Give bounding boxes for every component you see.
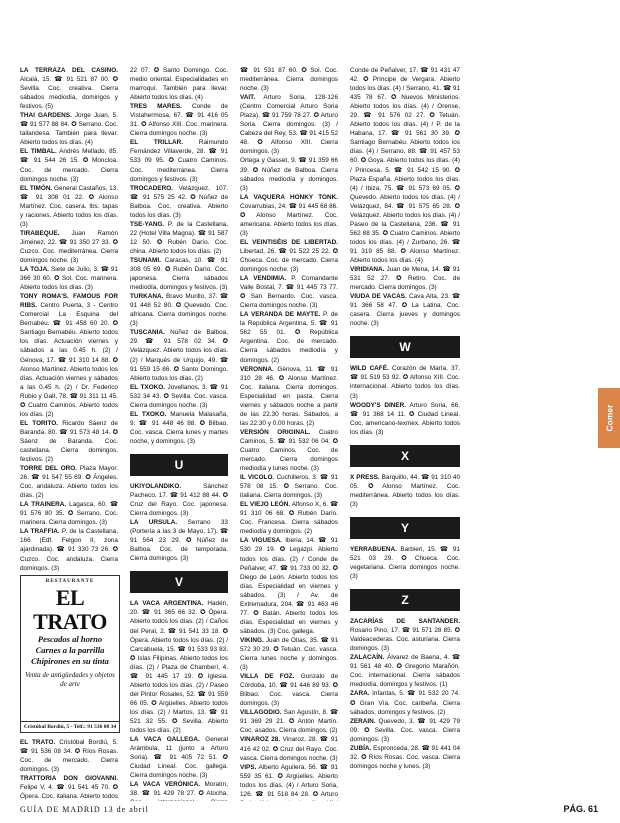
restaurant-entry xyxy=(130,328,228,382)
restaurant-entry xyxy=(240,66,338,93)
restaurant-name: TSUNAMI. xyxy=(130,256,161,264)
restaurant-details: ☎ 91 531 87 60. ✪ Sol. Coc. mediterránea. Cierra domingos noche. (3) xyxy=(240,67,338,93)
restaurant-entry xyxy=(350,744,460,771)
restaurant-name: TSE-YANG. xyxy=(130,220,165,228)
restaurant-entry xyxy=(20,147,118,183)
restaurant-name: LA VERANDA DE MAYTE. xyxy=(240,311,321,319)
restaurant-details: Barquillo, 44. ☎ 91 310 40 05. ✪ Alonso Martínez. Coc. mediterránea. Abierto todos los días. (3) xyxy=(350,473,460,508)
restaurant-entry xyxy=(130,518,228,563)
ad-line-4: Venta de antigüedades y objetos de arte xyxy=(25,671,115,688)
restaurant-advertisement xyxy=(20,575,120,733)
restaurant-details: Manuela Malasaña, 9. ☎ 91 448 46 88. ✪ Bilbao. Coc. vasca. Cierra lunes y martes noche, y domingos. (3) xyxy=(130,410,228,445)
restaurant-name: VERSIÓN ORIGINAL. xyxy=(240,428,311,436)
restaurant-details: Velázquez, 107. ☎ 91 575 25 42. ✪ Núñez de Balboa. Coc. creativa. Abierto todos los días. (3) xyxy=(130,184,228,219)
column-2-entries-v xyxy=(130,599,228,801)
restaurant-entry xyxy=(350,545,460,581)
ad-address: Cristóbal Bordiú, 5 - Telf.: 91 536 08 34 xyxy=(21,721,119,732)
restaurant-name: TIRABEQUE. xyxy=(20,229,60,237)
restaurant-entry xyxy=(240,500,338,536)
restaurant-entry xyxy=(350,364,460,400)
restaurant-name: TRATTORIA DON GIOVANNI. xyxy=(20,775,118,783)
footer-publication: GUÍA DE MADRID 13 de abril xyxy=(20,805,149,814)
restaurant-name: VILLAGODIO. xyxy=(240,709,282,717)
restaurant-name: LA VACA GALLEGA. xyxy=(130,736,200,744)
restaurant-entry xyxy=(20,265,118,292)
restaurant-name: VIKING. xyxy=(240,636,264,644)
restaurant-details: Núñez de Balboa, 29. ☎ 91 578 02 34. ✪ Velázquez. Abierto todos los días. (2) / Marqués de Urquijo, 49. ☎ 91 559 15 86. ✪ Santo Domingo. Abierto todos los días. (2) xyxy=(130,329,228,382)
side-tab-label: Comer xyxy=(604,404,614,432)
ad-line-3: Chipirones en su tinta xyxy=(31,656,109,666)
restaurant-details: General Arámbula, 11 (junto a Arturo Soria). ☎ 91 405 72 51. ✪ Ciudad Lineal. Coc. gallega. Cierra domingos noche. (3) xyxy=(130,736,228,780)
restaurant-name: TUSCANIA. xyxy=(130,329,165,337)
restaurant-entry xyxy=(350,473,460,509)
restaurant-details: Cuchilleros, 3. ☎ 91 578 08 15. ✪ Serrano. Coc. italiana. Cierra domingos. (3) xyxy=(240,474,338,500)
restaurant-entry xyxy=(20,292,118,419)
restaurant-entry xyxy=(130,599,228,735)
column-2 xyxy=(130,66,228,801)
restaurant-details: Infantas, 5. ☎ 91 532 20 74. ✪ Gran Vía. Coc. caribeña. Cierra sábados, domingos y festivos. (2) xyxy=(350,690,460,716)
restaurant-entry xyxy=(240,93,338,156)
column-2-entries-u xyxy=(130,482,228,563)
restaurant-entry xyxy=(240,274,338,310)
restaurant-name: EL VIEJO LEÓN. xyxy=(240,501,291,509)
restaurant-entry xyxy=(20,774,118,800)
restaurant-entry xyxy=(130,292,228,328)
restaurant-details: Juan de Olías, 35. ☎ 91 572 30 29. ✪ Tetuán. Coc. vasca. Cierra lunes noche y domingos. (3) xyxy=(240,636,338,672)
restaurant-name: THAI GARDENS. xyxy=(20,112,72,120)
ad-line-2: Carnes a la parrilla xyxy=(35,645,105,655)
restaurant-name: EL TRATO. xyxy=(20,739,56,746)
restaurant-entry xyxy=(240,636,338,672)
column-4-entries-z xyxy=(350,617,460,771)
restaurant-name: VERONNA. xyxy=(240,365,274,373)
section-header-y: Y xyxy=(350,517,460,539)
restaurant-name: EL TIMÓN. xyxy=(20,184,53,192)
restaurant-details: Juan Ramón Jiménez, 22. ☎ 91 350 27 33. ✪ Cuzco. Coc. mediterránea. Cierra domingos noche. (3) xyxy=(20,229,118,264)
restaurant-details: Espronceda, 28. ☎ 91 441 04 32. ✪ Ríos Rosas. Coc. vasca. Cierra domingos noche y lunes. (3) xyxy=(350,744,460,770)
restaurant-details: Conde de Peñalver, 17. ☎ 91 431 47 42. ✪ Príncipe de Vergara. Abierto todos los días. (4) / Serrano, 41. ☎ 91 435 78 67. ✪ Nuevos Ministerios. Abierto todos los días. (4) / Orense, 29. ☎ 91 576 02 27. ✪ Tetuán. Abierto todos los días. (4) / P. de la Habana, 17. ☎ 91 561 30 39. ✪ Santiago Bernabéu. Abierto todos los días. (4) / Serrano, 88. ☎ 91 457 53 60. ✪ Goya. Abierto todos los días. (4) / Princesa, 5. ☎ 91 542 15 90. ✪ Plaza España. Abierto todos los días. (4) / Ibiza, 75. ☎ 91 573 69 05. ✪ Quevedo. Abierto todos los días. (4) / Velázquez, 84. ☎ 91 575 65 28. ✪ Velázquez. Abierto todos los días. (4) / Paseo de la Castellana, 236. ☎ 91 562 88 35. ✪ Cuatro Caminos. Abierto todos los días. (4) / Zurbano, 26. ☎ 91 319 85 88. ✪ Alonso Martínez. Abierto todos los días. (4) xyxy=(350,67,460,264)
restaurant-entry xyxy=(20,500,118,527)
restaurant-name: TRES MARES. xyxy=(130,103,182,111)
restaurant-entry xyxy=(130,482,228,518)
column-4-entries-y xyxy=(350,545,460,581)
restaurant-name: IL VICOLO. xyxy=(240,474,275,482)
restaurant-entry xyxy=(240,365,338,428)
restaurant-details: Hadén, 20. ☎ 91 365 66 32. ✪ Ópera. Abierto todos los días. (2) / Caños del Peral, 2. ☎ 91 541 33 18. ✪ Ópera. Abierto todos los días. (2) / Carcabuela, 15. ☎ 91 533 93 83. ✪ Islas Filipinas. Abierto todos los días. (2) / Plaza de Chamberí, 4. ☎ 91 445 17 19. ✪ Iglesia. Abierto todos los días. (2) / Paseo del Pintor Rosales, 52. ☎ 91 559 66 05. ✪ Argüelles. Abierto todos los días. (2) / Martos, 13. ☎ 91 521 32 55. ✪ Sevilla. Abierto todos los días. (2) xyxy=(130,600,228,735)
restaurant-name: LA TRAINERA. xyxy=(20,501,67,509)
ad-line-1: Pescados al horno xyxy=(37,634,103,644)
restaurant-name: LA TOJA. xyxy=(20,266,49,274)
restaurant-entry xyxy=(20,111,118,147)
restaurant-entry xyxy=(350,689,460,716)
restaurant-name: EL TIMBAL. xyxy=(20,148,57,156)
column-4-entries-v xyxy=(350,66,460,328)
column-1-top xyxy=(20,66,118,571)
restaurant-entry xyxy=(130,184,228,220)
restaurant-entry xyxy=(240,428,338,473)
restaurant-details: Sánchez Pacheco, 17. ☎ 91 412 88 44. ✪ Cruz del Rayo. Coc. japonesa. Cierra domingos. (3) xyxy=(130,482,228,518)
restaurant-name: ZERAIN. xyxy=(350,717,376,725)
restaurant-entry xyxy=(240,763,338,801)
section-side-tab xyxy=(598,388,620,448)
restaurant-name: ZALACAÍN. xyxy=(350,654,385,662)
restaurant-name: ZARA. xyxy=(350,690,370,698)
restaurant-name: EL TXOKO. xyxy=(130,410,167,418)
restaurant-entry xyxy=(130,383,228,410)
restaurant-details: Cristóbal Bordiú, 5. ☎ 91 536 08 34. ✪ Ríos Rosas. Coc. de mercado. Cierra domingos. (3) xyxy=(20,739,118,774)
restaurant-entry xyxy=(130,735,228,780)
restaurant-entry xyxy=(240,310,338,364)
restaurant-details: General Castaños, 13. ☎ 91 308 01 22. ✪ Alonso Martínez. Coc. casera. Ibs. tapas y raciones. Abierto todos los días. (3) xyxy=(20,184,118,228)
restaurant-entry xyxy=(240,672,338,708)
column-4 xyxy=(350,66,460,801)
column-4-entries-w xyxy=(350,364,460,436)
restaurant-name: TORRE DEL ORO. xyxy=(20,465,78,473)
restaurant-details: Vinaroz, 28. ☎ 91 416 42 02. ✪ Cruz del Rayo. Coc. vasca. Cierra domingos noche. (3) xyxy=(240,736,338,762)
column-2-entries-t xyxy=(130,66,228,446)
restaurant-details: Plaza Mayor. 26. ☎ 91 547 55 69. ✪ Ángeles. Coc. andaluza. Abierto todos los días. (2) xyxy=(20,465,118,500)
restaurant-entry xyxy=(130,410,228,446)
restaurant-details: Arturo Soria, 66. ☎ 91 368 14 11. ✪ Ciudad Lineal. Coc. americano-texmex. Abierto todos los días. (3) xyxy=(350,401,460,436)
restaurant-entry xyxy=(240,193,338,238)
restaurant-entry xyxy=(20,184,118,229)
restaurant-name: LA VIGUESA. xyxy=(240,537,283,545)
restaurant-details: Juan de Mena, 14. ☎ 91 531 52 27. ✪ Retiro. Coc. de mercado. Cierra domingos. (3) xyxy=(350,266,460,292)
column-3 xyxy=(240,66,338,801)
restaurant-details: P. de la Castellana, 166 (Edf. Felgon II, zona ajardinada). ☎ 91 330 73 26. ✪ Cuzco. Coc. andaluza. Cierra domingos. (3) xyxy=(20,528,118,571)
restaurant-details: Quevedo, 3. ☎ 91 429 79 09. ✪ Sevilla. Coc. vasca. Cierra domingos. (3) xyxy=(350,717,460,743)
restaurant-details: Libertad, 26. ☎ 91 522 25 22. ✪ Chueca. Coc. de mercado. Cierra domingos noche. (3) xyxy=(240,247,338,274)
restaurant-name: LA VACA VERÓNICA. xyxy=(130,781,201,789)
restaurant-details: Conde de Vistahermosa, 67. ☎ 91 416 05 31. ✪ Alfonso XIII. Coc. marinera. Cierra domingos noche. (3) xyxy=(130,103,228,138)
restaurant-details: Alfonso X, 6. ☎ 91 310 06 68. ✪ Rubén Darío. Coc. Francesa. Cierra sábados mediodía y domingos. (2) xyxy=(240,501,338,536)
restaurant-entry xyxy=(350,66,460,265)
restaurant-entry xyxy=(240,238,338,274)
restaurant-details: Jorge Juan, 5. ☎ 91 577 88 84. ✪ Serrano. Coc. tailandesa. También para llevar. Abierto todos los días. (4) xyxy=(20,112,118,147)
restaurant-entry xyxy=(130,102,228,138)
restaurant-name: EL TXOKO. xyxy=(130,383,166,391)
restaurant-details: Jovellanos, 3. ☎ 91 532 34 43. ✪ Sevilla. Coc. vasca. Cierra domingos noche. (3) xyxy=(130,383,228,409)
restaurant-details: Álvarez de Baena, 4. ☎ 91 561 48 40. ✪ Gregorio Marañón. Coc. internacional. Cierra sábados mediodía, domingos y festivos. (1) xyxy=(350,654,460,689)
restaurant-entry xyxy=(240,536,338,636)
restaurant-name: ZACARÍAS DE SANTANDER. xyxy=(350,618,460,626)
restaurant-details: Serrano 33 (Portería a las 3 de Mayo, 17). ☎ 91 564 23 29. ✪ Núñez de Balboa. Coc. de temporada. Cierra domingos. (3) xyxy=(130,519,228,563)
restaurant-details: Moratín, 38. ☎ 91 429 78 27. ✪ Atocha. xyxy=(130,781,228,798)
section-header-w: W xyxy=(350,336,460,358)
restaurant-details: Lagasca, 60. ☎ 91 576 80 35. ✪ Serrano. Coc. marinera. Cierra domingos. (3) xyxy=(20,501,118,527)
restaurant-entry xyxy=(20,464,118,500)
restaurant-entry xyxy=(350,292,460,328)
restaurant-details: Alberto Aguilera, 56. ☎ 91 559 35 61. ✪ Argüelles. Abierto todos los días. (4) / Arturo Soria, 126. ☎ 91 518 84 28. ✪ Arturo xyxy=(240,763,338,798)
ad-title: EL TRATO xyxy=(33,585,107,634)
restaurant-entry xyxy=(350,617,460,653)
restaurant-name: TURKANA. xyxy=(130,293,164,301)
restaurant-details: Caracas, 10. ☎ 91 308 05 69. ✪ Rubén Darío. Coc. japonesa. Cierra sábados mediodía, domingos y festivos. (3) xyxy=(130,256,228,292)
restaurant-details: Felipe V, 4. ☎ 91 541 45 70. ✪ Ópera. Coc. italiana. Abierto todos xyxy=(20,784,118,800)
restaurant-details: Siete de Julio, 3. ☎ 91 366 30 60. ✪ Sol. Coc. marinera. Abierto todos los días. (3) xyxy=(20,266,118,292)
restaurant-name: X PRESS. xyxy=(350,473,380,481)
restaurant-name: UKIYOLANDIKO. xyxy=(130,482,182,490)
restaurant-name: VIPS. xyxy=(240,763,257,771)
restaurant-entry xyxy=(20,527,118,571)
restaurant-details: Andrés Mellado, 85. ☎ 91 544 26 15. ✪ Moncloa. Coc. de mercado. Cierra domingos noche. (3) xyxy=(20,148,118,183)
restaurant-details: Gonzalo de Córdoba, 10. ☎ 91 446 89 93. ✪ Bilbao. Coc. vasca. Cierra domingos. (3) xyxy=(240,673,338,708)
restaurant-details: Alcalá, 15. ☎ 91 521 87 00. ✪ Sevilla. Coc. creativa. Cierra sábados mediodía, domingos y festivos. (5) xyxy=(20,76,118,111)
restaurant-entry xyxy=(350,401,460,437)
restaurant-entry xyxy=(240,156,338,192)
column-4-entries-x xyxy=(350,473,460,509)
restaurant-entry xyxy=(20,419,118,464)
ad-tag: RESTAURANTE xyxy=(45,579,95,584)
restaurant-name: VILLA DE FOZ. xyxy=(240,673,295,681)
restaurant-details: Arturo Soria, 128-126 (Centro Comercial Arturo Soria Plaza). ☎ 91 759 78 27. ✪ Arturo Soria. Cierra domingos. (3) / Cabeza del Rey, 53. ☎ 91 415 52 48. ✪ Alfonso XIII. Cierra domingos. (3) xyxy=(240,94,338,156)
restaurant-name: LA VACA ARGENTINA. xyxy=(130,600,204,608)
restaurant-details: Cuatro Caminos, 5. ☎ 91 532 06 04. ✪ Cuatro Caminos. Coc. de mercado. Cierra domingos mediodía y lunes noche. (3) xyxy=(240,428,338,473)
restaurant-name: LA TERRAZA DEL CASINO. xyxy=(20,67,118,74)
restaurant-details: Bravo Murillo, 37. ☎ 91 448 52 80. ✪ Quevedo. Coc. africana. Cierra domingos noche. (3) xyxy=(130,293,228,328)
restaurant-details: San Agustín, 8. ☎ 91 369 29 21. ✪ Antón Martín. Coc. asados. Cierra domingos. (2) xyxy=(240,709,338,735)
restaurant-name: VIUDA DE VACAS. xyxy=(350,293,407,301)
restaurant-entry xyxy=(130,220,228,256)
restaurant-name: TROCADERO. xyxy=(130,184,173,192)
restaurant-details: Cava Alta, 23. ☎ 91 366 58 47. ✪ La Latina. Coc. casera. Cierra jueves y domingos noche. (3) xyxy=(350,293,460,328)
restaurant-name: LA VAQUERA HONKY TONK. xyxy=(240,193,338,201)
restaurant-entry xyxy=(350,653,460,689)
restaurant-entry xyxy=(130,256,228,292)
section-header-x: X xyxy=(350,445,460,467)
restaurant-details: Génova, 11. ☎ 91 310 28 46. ✪ Alonso Martínez. Coc. italiana. Cierra domingos. Especialidad en pasta. Cierra viernes y sábados noche a partir de las 22.30 horas. Sábados, a las 22.30 y 0.00 horas. (2) xyxy=(240,365,338,427)
restaurant-details: P. Comandante Valle Bostal, 7. ☎ 91 445 73 77. ✪ San Bernardo. Coc. vasca. Cierra domingos noche. (3) xyxy=(240,275,338,310)
column-1-bottom xyxy=(20,738,118,800)
restaurant-name: EL VEINTISÉIS DE LIBERTAD. xyxy=(240,238,338,246)
restaurant-entry xyxy=(130,66,228,102)
restaurant-entry xyxy=(240,708,338,735)
restaurant-details: Barbieri, 15. ☎ 91 521 03 29. ✪ Chueca. Coc. vegetariana. Cierra domingos noche. (3) xyxy=(350,545,460,581)
restaurant-name: LA URSULA. xyxy=(130,519,178,527)
restaurant-details: Corazón de María, 37. ☎ 91 519 53 92. ✪ Alfonso XIII. Coc. internacional. Abierto todos los días. (3) xyxy=(350,365,460,400)
restaurant-entry xyxy=(130,780,228,801)
restaurant-details: Covarrubias, 24. ☎ 91 445 68 86. ✪ Alonso Martínez. Coc. americana. Abierto todos los días. (3) xyxy=(240,202,338,237)
restaurant-details: Rosario Pino, 17. ☎ 91 571 28 85. ✪ Valdeacederas. Coc. asturiana. Cierra domingos. (3) xyxy=(350,627,460,653)
restaurant-details: P. de la Castellana, 22 (Hotel Villa Magna). ☎ 91 587 12 50. ✪ Rubén Darío. Coc. china. Abierto todos los días. (2) xyxy=(130,220,228,255)
restaurant-name: YERRABUENA. xyxy=(350,545,397,553)
section-header-z: Z xyxy=(350,589,460,611)
restaurant-details: Ricardo Sáenz de Baranda. 80. ☎ 91 573 48 14. ✪ Sáenz de Baranda. Coc. castellana. Cierra domingos. festivos. (2) xyxy=(20,419,118,464)
restaurant-name: EL TORITO. xyxy=(20,419,58,427)
restaurant-entry xyxy=(20,66,118,111)
restaurant-entry xyxy=(130,138,228,183)
restaurant-name: WILD CAFÉ. xyxy=(350,365,389,373)
restaurant-details: 22 07. ✪ Santo Domingo. Coc. medio oriental. Especialidades en marroquí. También para llevar. Abierto todos los días. (4) xyxy=(130,67,228,102)
restaurant-details: Centro Puerta, 3 - Centro Comercial La Esquina del Bernabéu. ☎ 91 458 60 20. ✪ Santiago Bernabéu. Abierto todos los días. Actuación viernes y sábados a las 0.45 h. (2) / Génova, 17. ☎ 91 310 14 88. ✪ Alonso Martínez. Abierto todos los días. Actuación viernes y sábados a las 0.45 h. (2) / Dr. Federico Rubio y Galí, 78. ☎ 91 311 11 45. ✪ Cuatro Caminos. Abierto todos los días. (2) xyxy=(20,302,118,418)
restaurant-details: Ortega y Gasset, 9. ☎ 91 359 66 39. ✪ Núñez de Balboa. Cierra sábados mediodía y domingos. (3) xyxy=(240,157,338,192)
restaurant-entry xyxy=(240,473,338,500)
restaurant-entry xyxy=(350,265,460,292)
section-header-v: V xyxy=(130,571,228,593)
restaurant-name: LA TRAFFIA. xyxy=(20,528,60,536)
restaurant-details: Iberia, 14. ☎ 91 530 29 19. ✪ Legazpi. Abierto todos los días. (2) / Conde de Peñalver, 47. ☎ 91 733 00 32. ✪ Diego de León. Abierto todos los días. Especialidad en viernes y sábados. (3) / Av. de Extremadura, 204. ☎ 91 463 46 77. ✪ Batán. Abierto todos los días. Especialidad en viernes y sábados. (3) Coc. gallega. xyxy=(240,537,338,635)
restaurant-name: EL TRILLAR. xyxy=(130,139,184,147)
restaurant-name: VINAROZ 28. xyxy=(240,736,281,744)
section-header-u: U xyxy=(130,454,228,476)
restaurant-name: ZUBÍA. xyxy=(350,744,372,752)
restaurant-name: WOODY'S DINER. xyxy=(350,401,407,409)
restaurant-name: VAIT. xyxy=(240,94,256,102)
restaurant-name: VIRIDIANA. xyxy=(350,266,385,274)
restaurant-entry xyxy=(240,735,338,762)
restaurant-name: LA VENDIMIA. xyxy=(240,275,287,283)
restaurant-entry xyxy=(20,738,118,774)
restaurant-entry xyxy=(350,717,460,744)
restaurant-details: Raimundo Fernández Villaverde, 28. ☎ 91 533 09 95. ✪ Cuatro Caminos. Coc. mediterránea. Cierra domingos y festivos. (3) xyxy=(130,139,228,183)
restaurant-entry xyxy=(20,229,118,265)
restaurant-details: P. de la República Argentina, 5. ☎ 91 562 55 01. ✪ República Argentina. Coc. de mercado. Cierra sábados mediodía y domingos. (2) xyxy=(240,311,338,364)
page-number: PÁG. 61 xyxy=(563,804,598,814)
restaurant-name: TONY ROMA'S. FAMOUS FOR RIBS. xyxy=(20,293,118,310)
